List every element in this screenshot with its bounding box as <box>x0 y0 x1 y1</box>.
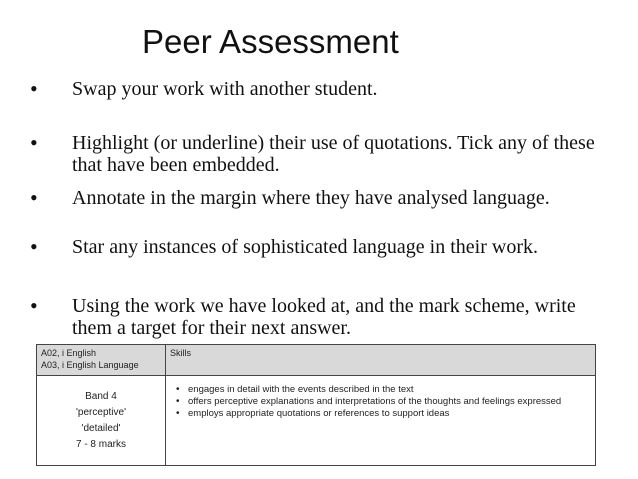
skills-cell <box>166 376 596 466</box>
instruction-text: Annotate in the margin where they have analysed language. <box>72 187 550 209</box>
skills-list <box>170 378 591 420</box>
objective-label: A03, i English Language <box>41 360 139 370</box>
skills-header-cell <box>166 345 596 376</box>
skill-item: • employs appropriate quotations or references to support ideas <box>188 408 591 420</box>
band-name: Band 4 <box>85 390 117 402</box>
instruction-text: Highlight (or underline) their use of quotations. Tick any of these that have been embedded. <box>72 132 595 176</box>
bullet-marker: • <box>30 185 38 210</box>
bullet-marker: • <box>30 293 38 318</box>
instruction-text: Star any instances of sophisticated language in their work. <box>72 236 538 258</box>
skill-item: • engages in detail with the events described in the text <box>188 384 591 396</box>
skills-header-label: Skills <box>170 348 192 358</box>
objectives-header-cell <box>37 345 166 376</box>
instruction-text: Swap your work with another student. <box>72 78 378 100</box>
instruction-text: Using the work we have looked at, and the mark scheme, write them a target for their next answer. <box>72 295 576 339</box>
mark-scheme-table <box>36 344 596 466</box>
skill-item: • offers perceptive explanations and interpretations of the thoughts and feelings expressed <box>188 396 591 408</box>
slide-title: Peer Assessment <box>142 23 399 60</box>
mark-scheme-band-row <box>37 376 596 466</box>
band-descriptor: 'perceptive' <box>76 406 126 418</box>
bullet-marker: • <box>30 130 38 155</box>
mark-scheme-header-row <box>37 345 596 376</box>
objective-label: A02, i English <box>41 348 97 358</box>
band-descriptor: 'detailed' <box>81 422 121 434</box>
bullet-marker: • <box>30 76 38 101</box>
band-cell <box>37 376 166 466</box>
band-marks: 7 - 8 marks <box>75 438 126 450</box>
bullet-marker: • <box>30 234 38 259</box>
